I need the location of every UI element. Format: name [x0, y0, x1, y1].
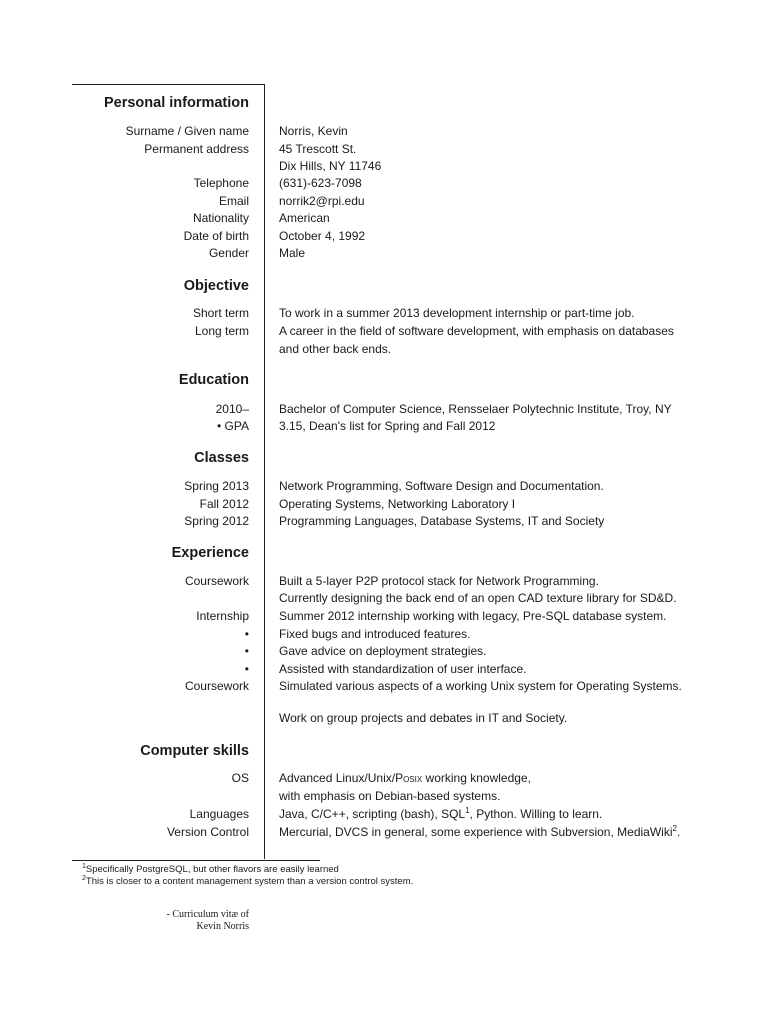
footnote — [82, 876, 413, 888]
coursework-line2: Currently designing the back end of an open CAD texture library for SD&D. — [279, 591, 677, 605]
short-term-label: Short term — [192, 306, 249, 320]
short-term-value: To work in a summer 2013 development internship or part-time job. — [279, 306, 635, 320]
languages-value — [279, 807, 602, 822]
section-heading-personal: Personal information — [103, 95, 249, 111]
bullet-marker: • — [244, 662, 249, 676]
gpa-label: • GPA — [217, 419, 249, 433]
footnote-text: Specifically PostgreSQL, but other flavors are easily learned — [85, 864, 339, 875]
footnote-rule — [72, 860, 320, 861]
education-degree: Bachelor of Computer Science, Rensselaer Polytechnic Institute, Troy, NY — [279, 402, 672, 416]
os-text-pre: Advanced Linux/Unix/ — [279, 771, 396, 785]
address-line2: Dix Hills, NY 11746 — [279, 159, 382, 173]
section-heading-classes: Classes — [194, 450, 249, 466]
os-line1 — [279, 771, 531, 786]
class-list: Network Programming, Software Design and Documentation. — [279, 479, 604, 493]
section-heading-education: Education — [178, 372, 249, 388]
os-label: OS — [231, 771, 249, 785]
long-term-label: Long term — [194, 324, 249, 338]
footnote-text: This is closer to a content management system than a version control system. — [85, 876, 414, 887]
class-term-label: Spring 2013 — [184, 479, 249, 493]
class-term-label: Fall 2012 — [199, 497, 249, 511]
section-heading-skills: Computer skills — [140, 743, 249, 759]
footnote-mark: 2 — [82, 874, 86, 882]
internship-value: Summer 2012 internship working with legacy, Pre-SQL database system. — [279, 609, 667, 623]
surname-label: Surname / Given name — [125, 124, 249, 138]
class-list: Programming Languages, Database Systems, IT and Society — [279, 514, 605, 528]
section-heading-experience: Experience — [171, 545, 249, 561]
education-years-label: 2010– — [215, 402, 249, 416]
coursework-label: Coursework — [184, 679, 249, 693]
dob-label: Date of birth — [183, 229, 249, 243]
class-list: Operating Systems, Networking Laboratory I — [279, 497, 516, 511]
long-term-line1: A career in the field of software development, with emphasis on databases — [279, 324, 674, 338]
internship-bullet: Fixed bugs and introduced features. — [279, 627, 471, 641]
coursework-line1: Built a 5-layer P2P protocol stack for Network Programming. — [279, 574, 599, 588]
address-line1: 45 Trescott St. — [279, 142, 357, 156]
vc-text-pre: Mercurial, DVCS in general, some experience with Subversion, MediaWiki — [279, 825, 673, 839]
email-value[interactable]: norrik2@rpi.edu — [279, 194, 365, 208]
telephone-label: Telephone — [193, 176, 249, 190]
languages-text-pre: Java, C/C++, scripting (bash), SQL — [279, 807, 466, 821]
footer-line2: Kevin Norris — [196, 921, 249, 932]
nationality-label: Nationality — [192, 211, 249, 225]
gender-label: Gender — [208, 246, 249, 260]
header-rule — [72, 84, 265, 85]
dob-value: October 4, 1992 — [279, 229, 366, 243]
nationality-value: American — [279, 211, 330, 225]
footnote-ref[interactable]: 2 — [672, 824, 677, 833]
long-term-line2: and other back ends. — [279, 342, 392, 356]
footnote-mark: 1 — [82, 862, 86, 870]
class-term-label: Spring 2012 — [184, 514, 249, 528]
footnote-ref[interactable]: 1 — [465, 806, 470, 815]
footnote — [82, 864, 339, 876]
languages-label: Languages — [189, 807, 249, 821]
os-line2: with emphasis on Debian-based systems. — [279, 789, 501, 803]
internship-bullet: Assisted with standardization of user interface. — [279, 662, 527, 676]
coursework-os-value: Simulated various aspects of a working Unix system for Operating Systems. — [279, 679, 682, 693]
vc-text-post: . — [676, 825, 681, 839]
os-text-post: working knowledge, — [422, 771, 531, 785]
version-control-label: Version Control — [166, 825, 249, 839]
email-label: Email — [218, 194, 249, 208]
telephone-value: (631)-623-7098 — [279, 176, 362, 190]
column-divider — [264, 84, 265, 859]
gender-value: Male — [279, 246, 306, 260]
internship-bullet: Gave advice on deployment strategies. — [279, 644, 487, 658]
coursework-label: Coursework — [184, 574, 249, 588]
os-text-posix: Posix — [395, 771, 423, 785]
internship-label: Internship — [196, 609, 249, 623]
group-projects-value: Work on group projects and debates in IT and Society. — [279, 711, 568, 725]
section-heading-objective: Objective — [183, 278, 249, 294]
footer-line1: - Curriculum vitæ of — [166, 909, 249, 920]
surname-value: Norris, Kevin — [279, 124, 348, 138]
gpa-value: 3.15, Dean's list for Spring and Fall 2012 — [279, 419, 496, 433]
version-control-value — [279, 825, 680, 840]
languages-text-post: , Python. Willing to learn. — [469, 807, 603, 821]
bullet-marker: • — [244, 644, 249, 658]
bullet-marker: • — [244, 627, 249, 641]
address-label: Permanent address — [144, 142, 249, 156]
